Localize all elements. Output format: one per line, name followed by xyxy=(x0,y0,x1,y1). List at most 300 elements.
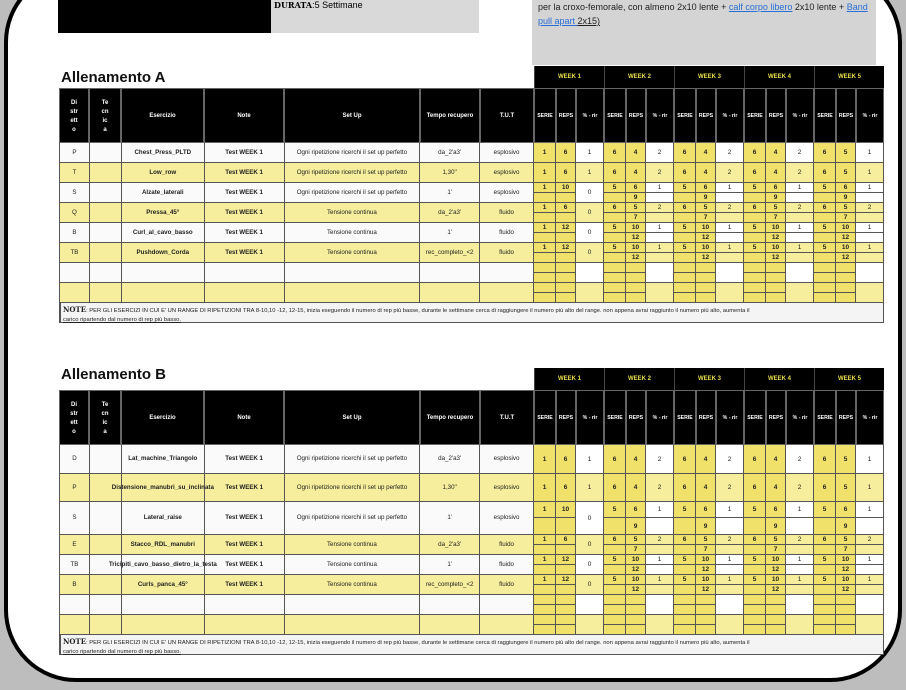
reps-cell-lower[interactable] xyxy=(626,253,646,263)
serie-cell-lower[interactable] xyxy=(674,625,696,635)
rir-cell[interactable] xyxy=(856,163,884,182)
serie-cell[interactable] xyxy=(534,283,556,293)
serie-cell-lower[interactable] xyxy=(604,518,626,534)
rir-cell[interactable] xyxy=(646,243,674,253)
reps-cell[interactable] xyxy=(696,143,716,162)
serie-cell-lower[interactable] xyxy=(814,253,836,263)
reps-cell[interactable] xyxy=(696,575,716,585)
cell-setup[interactable] xyxy=(285,474,421,501)
serie-cell-lower[interactable] xyxy=(604,585,626,595)
reps-cell[interactable] xyxy=(766,243,786,253)
serie-cell[interactable] xyxy=(604,163,626,182)
serie-cell[interactable] xyxy=(674,575,696,585)
reps-cell-lower[interactable] xyxy=(766,545,786,555)
reps-cell[interactable] xyxy=(766,183,786,193)
rir-cell-lower[interactable] xyxy=(646,565,674,575)
rir-cell-lower[interactable] xyxy=(786,253,814,263)
cell-esercizio[interactable] xyxy=(122,243,205,262)
cell-esercizio[interactable] xyxy=(122,203,205,222)
cell-tecnica[interactable] xyxy=(90,263,122,282)
rir-cell[interactable] xyxy=(716,615,744,634)
reps-cell[interactable] xyxy=(626,474,646,501)
cell-setup[interactable] xyxy=(285,283,421,302)
rir-cell[interactable] xyxy=(716,535,744,545)
reps-cell[interactable] xyxy=(696,615,716,625)
serie-cell[interactable] xyxy=(534,203,556,213)
reps-cell[interactable] xyxy=(766,445,786,473)
serie-cell[interactable] xyxy=(744,595,766,605)
cell-distretto[interactable] xyxy=(60,283,90,302)
serie-cell[interactable] xyxy=(534,474,556,501)
rir-cell[interactable] xyxy=(716,595,744,614)
rir-cell-lower[interactable] xyxy=(856,585,884,595)
reps-cell-lower[interactable] xyxy=(766,605,786,615)
serie-cell-lower[interactable] xyxy=(674,518,696,534)
serie-cell-lower[interactable] xyxy=(744,565,766,575)
rir-cell[interactable] xyxy=(576,474,604,501)
rir-cell[interactable] xyxy=(786,502,814,518)
serie-cell[interactable] xyxy=(604,615,626,625)
reps-cell[interactable] xyxy=(836,283,856,293)
serie-cell-lower[interactable] xyxy=(534,605,556,615)
rir-cell[interactable] xyxy=(786,535,814,545)
serie-cell[interactable] xyxy=(814,143,836,162)
serie-cell-lower[interactable] xyxy=(744,233,766,243)
reps-cell[interactable] xyxy=(696,243,716,253)
reps-cell-lower[interactable] xyxy=(556,565,576,575)
serie-cell[interactable] xyxy=(744,474,766,501)
serie-cell-lower[interactable] xyxy=(814,545,836,555)
reps-cell-lower[interactable] xyxy=(836,625,856,635)
cell-note[interactable] xyxy=(205,535,285,554)
cell-tut[interactable] xyxy=(480,445,534,473)
cell-setup[interactable] xyxy=(285,203,421,222)
serie-cell-lower[interactable] xyxy=(674,253,696,263)
rir-cell[interactable] xyxy=(716,575,744,585)
reps-cell-lower[interactable] xyxy=(766,193,786,203)
rir-cell[interactable] xyxy=(786,283,814,302)
rir-cell[interactable] xyxy=(856,283,884,302)
cell-tut[interactable] xyxy=(480,203,534,222)
serie-cell[interactable] xyxy=(814,595,836,605)
serie-cell-lower[interactable] xyxy=(674,233,696,243)
serie-cell[interactable] xyxy=(814,283,836,293)
serie-cell[interactable] xyxy=(674,243,696,253)
rir-cell-lower[interactable] xyxy=(716,213,744,223)
serie-cell[interactable] xyxy=(534,445,556,473)
reps-cell[interactable] xyxy=(696,445,716,473)
cell-setup[interactable] xyxy=(285,555,421,574)
serie-cell-lower[interactable] xyxy=(604,293,626,303)
cell-distretto[interactable] xyxy=(60,203,90,222)
cell-note[interactable] xyxy=(205,203,285,222)
reps-cell-lower[interactable] xyxy=(836,273,856,283)
rir-cell[interactable] xyxy=(716,555,744,565)
cell-tut[interactable] xyxy=(480,143,534,162)
reps-cell[interactable] xyxy=(556,535,576,545)
serie-cell[interactable] xyxy=(744,183,766,193)
serie-cell[interactable] xyxy=(534,502,556,518)
cell-note[interactable] xyxy=(205,502,285,534)
cell-tempo[interactable] xyxy=(420,203,480,222)
serie-cell[interactable] xyxy=(814,163,836,182)
cell-tempo[interactable] xyxy=(420,615,480,634)
reps-cell[interactable] xyxy=(556,283,576,293)
rir-cell-lower[interactable] xyxy=(786,545,814,555)
reps-cell[interactable] xyxy=(556,203,576,213)
rir-cell[interactable] xyxy=(786,615,814,634)
serie-cell[interactable] xyxy=(604,575,626,585)
cell-tempo[interactable] xyxy=(420,143,480,162)
rir-cell[interactable] xyxy=(716,474,744,501)
serie-cell-lower[interactable] xyxy=(744,293,766,303)
cell-tecnica[interactable] xyxy=(90,595,122,614)
serie-cell-lower[interactable] xyxy=(744,273,766,283)
reps-cell[interactable] xyxy=(556,243,576,253)
serie-cell[interactable] xyxy=(674,203,696,213)
reps-cell-lower[interactable] xyxy=(556,233,576,243)
serie-cell[interactable] xyxy=(534,223,556,233)
cell-tecnica[interactable] xyxy=(90,203,122,222)
cell-esercizio[interactable] xyxy=(122,283,205,302)
cell-tempo[interactable] xyxy=(420,502,480,534)
cell-tecnica[interactable] xyxy=(90,445,122,473)
reps-cell-lower[interactable] xyxy=(766,625,786,635)
rir-cell[interactable] xyxy=(576,575,604,594)
rir-cell[interactable] xyxy=(576,283,604,302)
cell-esercizio[interactable] xyxy=(122,535,205,554)
reps-cell-lower[interactable] xyxy=(836,193,856,203)
cell-esercizio[interactable] xyxy=(122,163,205,182)
reps-cell[interactable] xyxy=(626,595,646,605)
rir-cell[interactable] xyxy=(576,445,604,473)
reps-cell-lower[interactable] xyxy=(696,545,716,555)
reps-cell[interactable] xyxy=(766,502,786,518)
reps-cell-lower[interactable] xyxy=(766,293,786,303)
cell-distretto[interactable] xyxy=(60,143,90,162)
reps-cell-lower[interactable] xyxy=(556,585,576,595)
rir-cell[interactable] xyxy=(716,223,744,233)
serie-cell-lower[interactable] xyxy=(744,213,766,223)
rir-cell-lower[interactable] xyxy=(716,253,744,263)
cell-esercizio[interactable] xyxy=(122,223,205,242)
rir-cell-lower[interactable] xyxy=(646,585,674,595)
rir-cell[interactable] xyxy=(786,183,814,193)
reps-cell[interactable] xyxy=(836,263,856,273)
serie-cell-lower[interactable] xyxy=(674,293,696,303)
cell-note[interactable] xyxy=(205,243,285,262)
reps-cell-lower[interactable] xyxy=(696,605,716,615)
reps-cell[interactable] xyxy=(626,615,646,625)
cell-setup[interactable] xyxy=(285,502,421,534)
cell-distretto[interactable] xyxy=(60,535,90,554)
rir-cell[interactable] xyxy=(576,502,604,534)
cell-setup[interactable] xyxy=(285,223,421,242)
rir-cell[interactable] xyxy=(576,183,604,202)
reps-cell-lower[interactable] xyxy=(696,253,716,263)
rir-cell[interactable] xyxy=(716,143,744,162)
reps-cell-lower[interactable] xyxy=(696,233,716,243)
reps-cell[interactable] xyxy=(766,535,786,545)
cell-setup[interactable] xyxy=(285,575,421,594)
rir-cell[interactable] xyxy=(646,535,674,545)
serie-cell[interactable] xyxy=(814,555,836,565)
reps-cell-lower[interactable] xyxy=(556,605,576,615)
cell-tempo[interactable] xyxy=(420,474,480,501)
serie-cell[interactable] xyxy=(744,223,766,233)
serie-cell[interactable] xyxy=(604,595,626,605)
rir-cell-lower[interactable] xyxy=(786,213,814,223)
rir-cell[interactable] xyxy=(856,445,884,473)
serie-cell-lower[interactable] xyxy=(534,193,556,203)
rir-cell[interactable] xyxy=(856,263,884,282)
rir-cell[interactable] xyxy=(856,575,884,585)
cell-setup[interactable] xyxy=(285,615,421,634)
reps-cell[interactable] xyxy=(836,223,856,233)
serie-cell-lower[interactable] xyxy=(814,605,836,615)
reps-cell-lower[interactable] xyxy=(766,273,786,283)
cell-tut[interactable] xyxy=(480,555,534,574)
serie-cell[interactable] xyxy=(814,535,836,545)
serie-cell-lower[interactable] xyxy=(814,565,836,575)
reps-cell[interactable] xyxy=(626,445,646,473)
reps-cell[interactable] xyxy=(556,143,576,162)
serie-cell-lower[interactable] xyxy=(674,585,696,595)
rir-cell-lower[interactable] xyxy=(716,565,744,575)
cell-tecnica[interactable] xyxy=(90,223,122,242)
reps-cell[interactable] xyxy=(766,223,786,233)
cell-distretto[interactable] xyxy=(60,555,90,574)
reps-cell-lower[interactable] xyxy=(836,518,856,534)
serie-cell-lower[interactable] xyxy=(674,193,696,203)
reps-cell[interactable] xyxy=(626,183,646,193)
rir-cell[interactable] xyxy=(576,263,604,282)
serie-cell-lower[interactable] xyxy=(534,233,556,243)
reps-cell[interactable] xyxy=(556,223,576,233)
rir-cell[interactable] xyxy=(856,595,884,614)
serie-cell[interactable] xyxy=(814,183,836,193)
reps-cell[interactable] xyxy=(836,555,856,565)
rir-cell-lower[interactable] xyxy=(856,565,884,575)
rir-cell-lower[interactable] xyxy=(786,565,814,575)
rir-cell-lower[interactable] xyxy=(646,253,674,263)
reps-cell[interactable] xyxy=(836,535,856,545)
reps-cell-lower[interactable] xyxy=(696,565,716,575)
reps-cell-lower[interactable] xyxy=(626,585,646,595)
cell-tempo[interactable] xyxy=(420,183,480,202)
serie-cell-lower[interactable] xyxy=(814,273,836,283)
reps-cell-lower[interactable] xyxy=(836,233,856,243)
cell-esercizio[interactable] xyxy=(111,474,214,501)
cell-note[interactable] xyxy=(205,595,285,614)
serie-cell-lower[interactable] xyxy=(534,273,556,283)
serie-cell[interactable] xyxy=(744,283,766,293)
serie-cell[interactable] xyxy=(534,575,556,585)
cell-distretto[interactable] xyxy=(60,223,90,242)
serie-cell[interactable] xyxy=(604,283,626,293)
cell-note[interactable] xyxy=(205,615,285,634)
rir-cell-lower[interactable] xyxy=(786,193,814,203)
cell-distretto[interactable] xyxy=(60,615,90,634)
cell-distretto[interactable] xyxy=(60,595,90,614)
serie-cell[interactable] xyxy=(814,615,836,625)
serie-cell-lower[interactable] xyxy=(674,605,696,615)
cell-tecnica[interactable] xyxy=(90,143,122,162)
rir-cell[interactable] xyxy=(856,143,884,162)
cell-esercizio[interactable] xyxy=(122,575,205,594)
serie-cell[interactable] xyxy=(814,243,836,253)
rir-cell[interactable] xyxy=(646,283,674,302)
reps-cell[interactable] xyxy=(836,143,856,162)
reps-cell[interactable] xyxy=(556,575,576,585)
cell-tecnica[interactable] xyxy=(90,615,122,634)
reps-cell[interactable] xyxy=(766,163,786,182)
reps-cell[interactable] xyxy=(696,535,716,545)
serie-cell[interactable] xyxy=(534,615,556,625)
reps-cell-lower[interactable] xyxy=(836,293,856,303)
cell-tut[interactable] xyxy=(480,183,534,202)
reps-cell[interactable] xyxy=(556,263,576,273)
serie-cell[interactable] xyxy=(674,474,696,501)
reps-cell-lower[interactable] xyxy=(556,518,576,534)
rir-cell[interactable] xyxy=(646,575,674,585)
serie-cell[interactable] xyxy=(604,183,626,193)
serie-cell-lower[interactable] xyxy=(534,545,556,555)
cell-distretto[interactable] xyxy=(60,474,90,501)
cell-esercizio[interactable] xyxy=(122,502,205,534)
rir-cell-lower[interactable] xyxy=(856,233,884,243)
rir-cell[interactable] xyxy=(576,163,604,182)
reps-cell-lower[interactable] xyxy=(556,625,576,635)
cell-note[interactable] xyxy=(205,555,285,574)
reps-cell[interactable] xyxy=(696,283,716,293)
cell-tecnica[interactable] xyxy=(90,535,122,554)
reps-cell-lower[interactable] xyxy=(696,213,716,223)
reps-cell-lower[interactable] xyxy=(556,293,576,303)
rir-cell[interactable] xyxy=(786,575,814,585)
reps-cell-lower[interactable] xyxy=(626,293,646,303)
cell-tut[interactable] xyxy=(480,474,534,501)
cell-setup[interactable] xyxy=(285,163,421,182)
reps-cell[interactable] xyxy=(556,595,576,605)
reps-cell[interactable] xyxy=(836,502,856,518)
serie-cell[interactable] xyxy=(674,223,696,233)
cell-tempo[interactable] xyxy=(420,575,480,594)
serie-cell[interactable] xyxy=(674,283,696,293)
cell-note[interactable] xyxy=(205,163,285,182)
reps-cell-lower[interactable] xyxy=(766,518,786,534)
reps-cell[interactable] xyxy=(626,263,646,273)
reps-cell[interactable] xyxy=(696,163,716,182)
rir-cell[interactable] xyxy=(786,243,814,253)
rir-cell[interactable] xyxy=(786,555,814,565)
rir-cell[interactable] xyxy=(646,143,674,162)
serie-cell[interactable] xyxy=(534,595,556,605)
rir-cell[interactable] xyxy=(576,203,604,222)
serie-cell[interactable] xyxy=(744,163,766,182)
serie-cell[interactable] xyxy=(744,575,766,585)
rir-cell[interactable] xyxy=(786,143,814,162)
cell-setup[interactable] xyxy=(285,445,421,473)
rir-cell-lower[interactable] xyxy=(716,518,744,534)
serie-cell[interactable] xyxy=(604,445,626,473)
cell-esercizio[interactable] xyxy=(122,183,205,202)
rir-cell[interactable] xyxy=(646,595,674,614)
serie-cell[interactable] xyxy=(534,243,556,253)
serie-cell[interactable] xyxy=(604,474,626,501)
cell-setup[interactable] xyxy=(285,535,421,554)
reps-cell-lower[interactable] xyxy=(626,625,646,635)
rir-cell[interactable] xyxy=(716,163,744,182)
cell-tempo[interactable] xyxy=(420,263,480,282)
rir-cell[interactable] xyxy=(716,502,744,518)
rir-cell-lower[interactable] xyxy=(856,545,884,555)
cell-tut[interactable] xyxy=(480,283,534,302)
rir-cell-lower[interactable] xyxy=(716,585,744,595)
serie-cell-lower[interactable] xyxy=(604,605,626,615)
serie-cell[interactable] xyxy=(814,223,836,233)
serie-cell-lower[interactable] xyxy=(814,193,836,203)
serie-cell[interactable] xyxy=(534,555,556,565)
cell-tecnica[interactable] xyxy=(90,163,122,182)
serie-cell[interactable] xyxy=(604,555,626,565)
reps-cell[interactable] xyxy=(696,595,716,605)
serie-cell[interactable] xyxy=(674,502,696,518)
cell-tecnica[interactable] xyxy=(90,283,122,302)
reps-cell[interactable] xyxy=(766,575,786,585)
reps-cell[interactable] xyxy=(626,223,646,233)
rir-cell[interactable] xyxy=(576,535,604,554)
cell-distretto[interactable] xyxy=(60,445,90,473)
cell-note[interactable] xyxy=(205,143,285,162)
reps-cell[interactable] xyxy=(556,502,576,518)
reps-cell-lower[interactable] xyxy=(766,213,786,223)
cell-tecnica[interactable] xyxy=(90,502,122,534)
band-pull-link[interactable]: Band pull apart xyxy=(538,2,868,26)
reps-cell-lower[interactable] xyxy=(836,585,856,595)
reps-cell-lower[interactable] xyxy=(556,545,576,555)
serie-cell-lower[interactable] xyxy=(534,253,556,263)
cell-note[interactable] xyxy=(205,223,285,242)
serie-cell[interactable] xyxy=(534,163,556,182)
reps-cell[interactable] xyxy=(626,575,646,585)
rir-cell[interactable] xyxy=(576,223,604,242)
reps-cell-lower[interactable] xyxy=(626,213,646,223)
serie-cell[interactable] xyxy=(674,183,696,193)
rir-cell-lower[interactable] xyxy=(786,585,814,595)
rir-cell[interactable] xyxy=(716,243,744,253)
reps-cell[interactable] xyxy=(696,474,716,501)
serie-cell-lower[interactable] xyxy=(534,585,556,595)
reps-cell[interactable] xyxy=(696,223,716,233)
reps-cell[interactable] xyxy=(836,203,856,213)
rir-cell[interactable] xyxy=(716,203,744,213)
reps-cell[interactable] xyxy=(836,615,856,625)
cell-note[interactable] xyxy=(205,474,285,501)
serie-cell-lower[interactable] xyxy=(534,293,556,303)
reps-cell[interactable] xyxy=(556,474,576,501)
reps-cell[interactable] xyxy=(836,163,856,182)
cell-tut[interactable] xyxy=(480,615,534,634)
serie-cell-lower[interactable] xyxy=(744,585,766,595)
serie-cell-lower[interactable] xyxy=(604,213,626,223)
serie-cell[interactable] xyxy=(744,263,766,273)
reps-cell[interactable] xyxy=(836,575,856,585)
reps-cell[interactable] xyxy=(766,263,786,273)
cell-esercizio[interactable] xyxy=(122,263,205,282)
reps-cell[interactable] xyxy=(626,163,646,182)
reps-cell-lower[interactable] xyxy=(836,605,856,615)
